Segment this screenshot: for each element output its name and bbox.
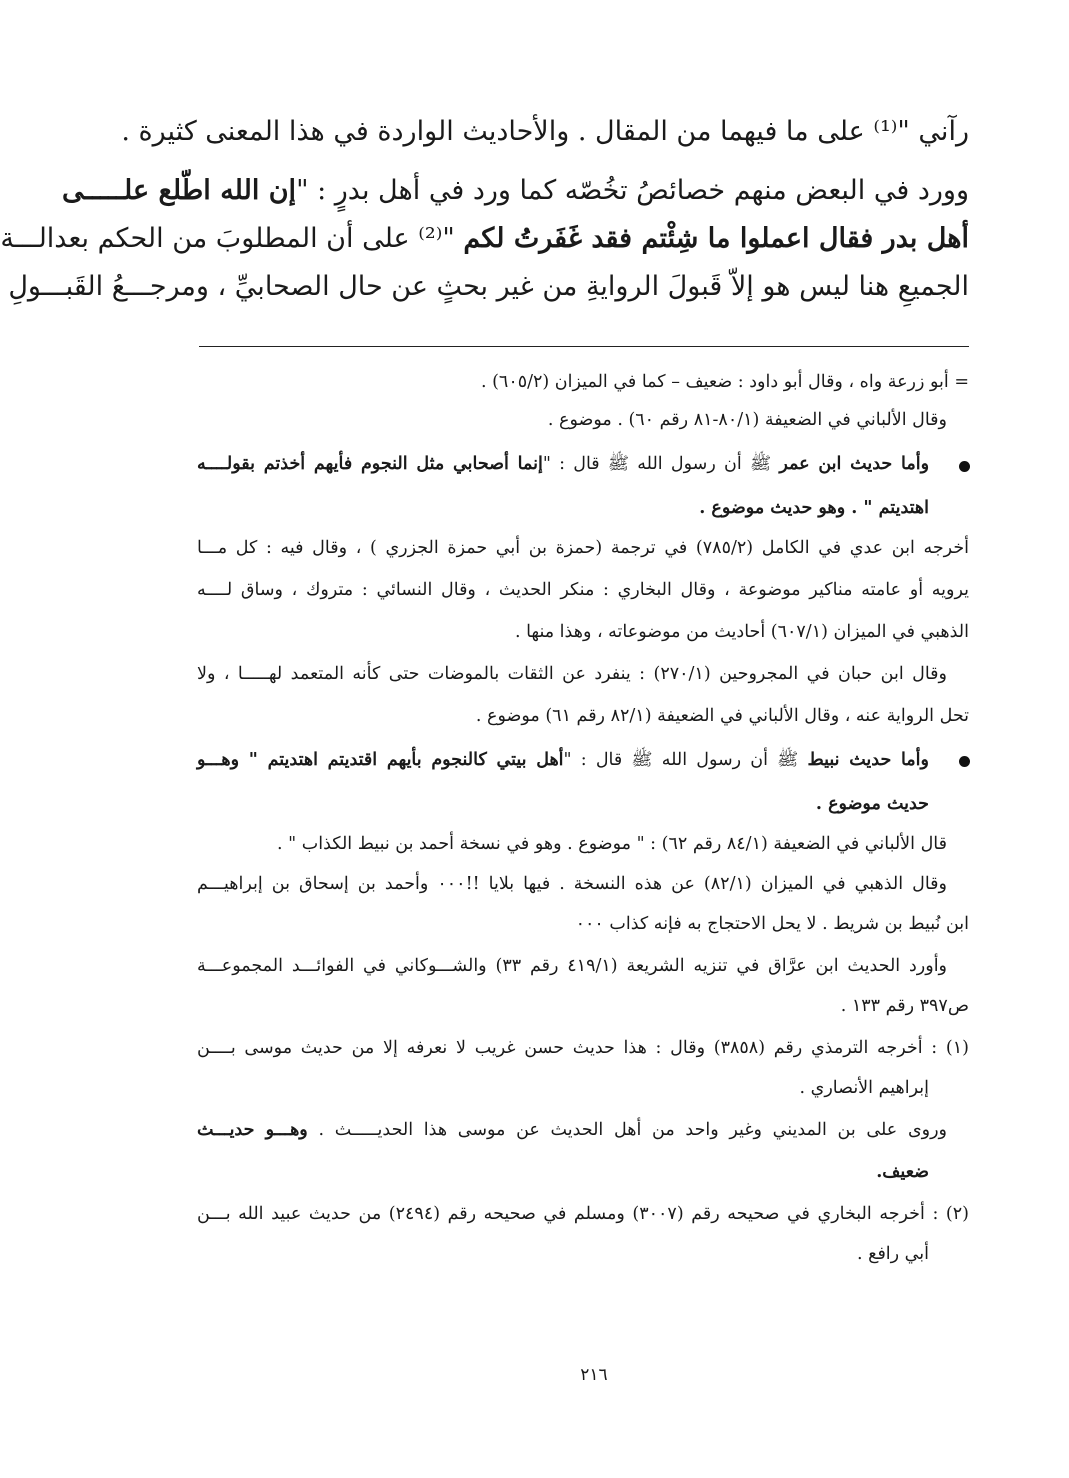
fn-p1-line-2-text: يرويه أو عامته مناكير موضوعة ، وقال البخاري : منكر الحديث ، وقال النسائي : متروك ، وساق لــــه: [197, 580, 969, 600]
fn-p3-line-1-text: قال الألباني في الضعيفة (٨٤/١ رقم ٦٢) : " موضوع . وهو في نسخة أحمد بن نبيط الكذاب " .: [277, 834, 947, 854]
bullet-1-heading: وأما حديث ابن عمر: [779, 454, 930, 474]
footnote-divider: [199, 346, 969, 347]
fn-p1-line-3-text: الذهبي في الميزان (٦٠٧/١) أحاديث من موضوعاته ، وهذا منها .: [514, 622, 969, 642]
main-line-4-text: الجميعِ هنا ليس هو إلاّ قَبولَ الروايةِ من غير بحثٍ عن حال الصحابيِّ ، ومرجـــعُ القَبـــولِ: [8, 271, 969, 302]
fn-p2-line-2-text: تحل الرواية عنه ، وقال الألباني في الضعيفة (٨٢/١ رقم ٦١) موضوع .: [475, 706, 969, 726]
footnote-1b-text: وروى على بن المديني وغير واحد من أهل الحديث عن موسى هذا الحديـــــث .: [318, 1120, 947, 1140]
page-number: ٢١٦: [580, 1365, 608, 1385]
hadith-quote-part-1: إن الله اطّلع علـــــى: [61, 175, 297, 206]
fn-p1-line-1: [197, 532, 969, 564]
main-line-1: [121, 112, 969, 152]
fn-p4-line-1-text: وأورد الحديث ابن عرَّاق في تنزيه الشريعة (٤١٩/١ رقم ٣٣) والشـــوكاني في الفوائـــد المجموعـــة: [197, 956, 948, 976]
bullet-1-quote-end: اهتديتم " . وهو حديث موضوع .: [699, 498, 929, 518]
fn-p3-line-2-text: وقال الذهبي في الميزان (٨٢/١) عن هذه النسخة . فيها بلايا !!٠٠٠ وأحمد بن إسحاق بن إبراهيـــم: [197, 874, 947, 894]
fn-bullet-2-line-2: [197, 788, 929, 820]
fn-p3-line-2: [197, 868, 947, 900]
fn-p4-line-2-text: ص٣٩٧ رقم ١٣٣ .: [840, 996, 969, 1016]
fn-cont-line-1-text: = أبو زرعة واه ، وقال أبو داود : ضعيف – كما في الميزان (٦٠٥/٢) .: [480, 372, 969, 392]
main-line-4: [8, 267, 969, 307]
bullet-2-quote: أهل بيتي كالنجوم بأيهم اقتديتم اهتديتم " وهـــو: [197, 750, 564, 770]
fn-cont-line-2-text: وقال الألباني في الضعيفة (٨٠/١-٨١ رقم ٦٠) . موضوع .: [547, 410, 947, 430]
fn-bullet-2-line-1: [197, 744, 929, 776]
fn-p3-line-3: [197, 908, 969, 940]
fn-p1-line-1-text: أخرجه ابن عدي في الكامل (٧٨٥/٢) في ترجمة (حمزة بن أبي حمزة الجزري ) ، وقال فيه : كل مـــا: [197, 538, 970, 558]
footnote-1b-line-1: [197, 1114, 947, 1146]
footnote-1b-line-2: [197, 1156, 929, 1188]
fn-p3-line-3-text: ابن نُبيط بن شريط . لا يحل الاحتجاج به فإنه كذاب ٠٠٠: [575, 914, 969, 934]
fn-bullet-1-line-1: [197, 448, 929, 480]
bullet-1-quote: إنما أصحابي مثل النجوم فأيهم أخذتم بقولــــه: [197, 454, 543, 474]
fn-p1-line-2: [197, 574, 969, 606]
main-line-3-text: "⁽²⁾ على أن المطلوبَ من الحكم بعدالـــة: [0, 223, 455, 254]
bullet-1-text: ﷺ أن رسول الله ﷺ قال : ": [542, 454, 772, 474]
footnote-1-text: (١) : أخرجه الترمذي رقم (٣٨٥٨) وقال : هذا حديث حسن غريب لا نعرفه إلا من حديث موسى بــــن: [197, 1038, 969, 1058]
hadith-quote-part-2: أهل بدر فقال اعملوا ما شِئْتم فقد غَفَرتُ لكم: [463, 223, 969, 254]
fn-p2-line-2: [197, 700, 969, 732]
bullet-2-text: ﷺ أن رسول الله ﷺ قال : ": [563, 750, 799, 770]
main-line-2: [61, 171, 969, 211]
footnote-2-text-end: أبي رافع .: [857, 1244, 929, 1264]
fn-cont-line-2: [197, 404, 947, 436]
fn-p4-line-2: [197, 990, 969, 1022]
fn-p4-line-1: [197, 950, 947, 982]
main-line-2-text: وورد في البعض منهم خصائصُ تخُصّه كما ورد في أهل بدرٍ : ": [296, 175, 969, 206]
bullet-2-dot: [959, 756, 970, 767]
footnote-1b-verdict-end: ضعيف.: [876, 1162, 929, 1182]
footnote-1-line-2: [197, 1072, 929, 1104]
fn-bullet-1-line-2: [197, 492, 929, 524]
footnote-1b-verdict: وهـــو حديـــث: [197, 1120, 308, 1140]
fn-p1-line-3: [197, 616, 969, 648]
footnote-2-text: (٢) : أخرجه البخاري في صحيحه رقم (٣٠٠٧) ومسلم في صحيحه رقم (٢٤٩٤) من حديث عبيد الله بـــن: [197, 1204, 969, 1224]
footnote-2-line-2: [197, 1238, 929, 1270]
footnote-1-text-end: إبراهيم الأنصاري .: [799, 1078, 929, 1098]
fn-p2-line-1-text: وقال ابن حبان في المجروحين (٢٧٠/١) : ينفرد عن الثقات بالموضات حتى كأنه المتعمد لهـــــا ، ولا: [197, 664, 947, 684]
bullet-1-dot: [959, 461, 970, 472]
bullet-2-quote-end: حديث موضوع .: [815, 794, 929, 814]
fn-p3-line-1: [197, 828, 947, 860]
footnote-1-line-1: [197, 1032, 969, 1064]
bullet-2-heading: وأما حديث نبيط: [807, 750, 929, 770]
main-line-1-text: رآني "⁽¹⁾ على ما فيهما من المقال . والأحاديث الواردة في هذا المعنى كثيرة .: [121, 116, 969, 147]
footnote-2-line-1: [197, 1198, 969, 1230]
fn-cont-line-1: [197, 366, 969, 398]
main-line-3: [0, 219, 969, 259]
fn-p2-line-1: [197, 658, 947, 690]
